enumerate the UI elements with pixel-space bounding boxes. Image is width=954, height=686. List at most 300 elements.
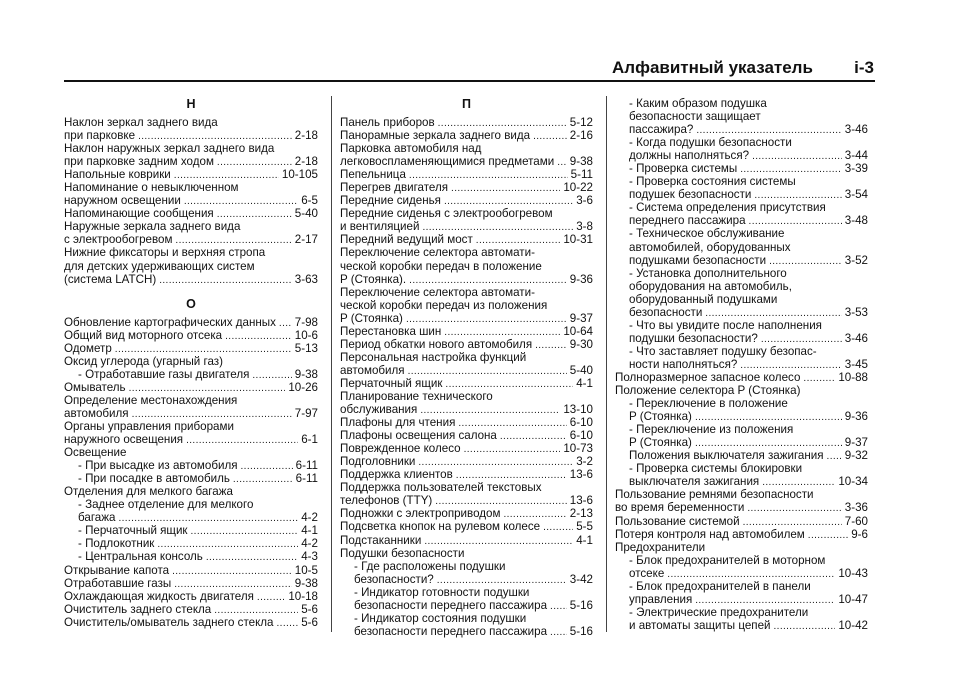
index-list-p	[340, 116, 593, 638]
index-entry-term: Перегрев двигателя	[340, 181, 449, 195]
dot-leader	[743, 515, 842, 528]
index-entry-page: 9-38	[294, 576, 318, 590]
dot-leader	[252, 368, 291, 381]
dot-leader	[129, 381, 286, 394]
index-entry	[64, 207, 318, 220]
dot-leader	[451, 181, 560, 194]
index-entry	[615, 515, 868, 528]
index-entry	[615, 306, 868, 319]
dot-leader	[132, 407, 292, 420]
index-entry	[64, 129, 318, 142]
index-entry	[64, 616, 318, 629]
dot-leader	[257, 590, 285, 603]
index-line: - Проверка состояния системы	[629, 175, 796, 189]
index-line: оборудованный подушками	[629, 292, 778, 306]
index-entry-term: - При посадке в автомобиль	[78, 472, 230, 486]
index-entry-page: 9-6	[851, 527, 868, 541]
index-entry-page: 2-17	[294, 233, 318, 247]
index-entry	[64, 459, 318, 472]
index-entry-term: - Центральная консоль	[78, 550, 203, 564]
index-entry-term: Общий вид моторного отсека	[64, 328, 223, 342]
index-entry-page: 10-34	[838, 475, 868, 489]
index-entry-page: 3-48	[844, 214, 868, 228]
index-entry-page: 4-3	[301, 550, 318, 564]
index-entry	[340, 429, 593, 442]
index-entry	[64, 316, 318, 329]
index-entry	[64, 381, 318, 394]
index-entry-page: 10-73	[563, 442, 593, 456]
index-entry	[340, 625, 593, 638]
index-entry-term: телефонов (TTY)	[340, 494, 433, 508]
index-entry	[615, 436, 868, 449]
index-entry-page: 3-46	[844, 123, 868, 137]
index-entry	[340, 573, 593, 586]
index-line: Наружные зеркала заднего вида	[64, 220, 241, 234]
index-entry-term: Охлаждающая жидкость двигателя	[64, 589, 254, 603]
index-line: Переключение селектора автомати-	[340, 285, 535, 299]
index-entry-page: 4-1	[576, 376, 593, 390]
index-entry	[64, 472, 318, 485]
index-entry-term: безопасности	[629, 305, 703, 319]
index-entry-page: 6-10	[569, 429, 593, 443]
index-entry-term: - Подлокотник	[78, 537, 155, 551]
index-line: - Техническое обслуживание	[629, 227, 785, 241]
index-entry-term: переднего пассажира	[629, 214, 746, 228]
index-line: - Переключение из положения	[629, 423, 794, 437]
dot-leader	[277, 616, 299, 629]
index-entry	[64, 524, 318, 537]
index-line: - Установка дополнительного	[629, 266, 787, 280]
index-entry-term: P (Стоянка)	[340, 311, 403, 325]
index-entry-term: безопасности переднего пассажира	[354, 624, 548, 638]
index-line: Напоминание о невыключенном	[64, 181, 239, 195]
index-entry-page: 10-22	[563, 181, 593, 195]
index-entry-term: Положения выключателя зажигания	[629, 449, 824, 463]
column-divider	[606, 96, 607, 632]
index-entry-term: Подсветка кнопок на рулевом колесе	[340, 520, 541, 534]
index-line: безопасности защищает	[629, 110, 761, 124]
index-line: Подушки безопасности	[340, 546, 465, 560]
index-entry-page: 3-52	[844, 253, 868, 267]
index-entry-term: наружного освещения	[64, 433, 184, 447]
index-entry	[615, 371, 868, 384]
index-entry	[340, 325, 593, 338]
index-entry-term: с электрообогревом	[64, 233, 173, 247]
index-line: Наклон наружных зеркал заднего вида	[64, 142, 275, 156]
index-entry	[615, 619, 868, 632]
index-entry-page: 10-6	[294, 328, 318, 342]
dot-leader	[408, 364, 567, 377]
index-entry	[64, 550, 318, 563]
index-entry-term: отсеке	[629, 566, 665, 580]
index-entry-page: 13-10	[563, 403, 593, 417]
index-entry	[340, 534, 593, 547]
index-entry-term: обслуживания	[340, 403, 418, 417]
index-entry	[64, 577, 318, 590]
index-entry-term: Омыватель	[64, 380, 126, 394]
index-entry	[615, 254, 868, 267]
index-entry-page: 3-8	[576, 220, 593, 234]
index-entry-page: 9-37	[844, 436, 868, 450]
index-entry-page: 5-40	[294, 207, 318, 221]
index-entry-term: багажа	[78, 511, 116, 525]
index-entry-term: пассажира?	[629, 123, 694, 137]
index-entry	[64, 194, 318, 207]
index-line: - Что заставляет подушку безопас-	[629, 344, 817, 358]
index-list-n	[64, 116, 318, 286]
index-entry	[340, 312, 593, 325]
dot-leader	[747, 501, 841, 514]
index-entry-term: Очиститель/омыватель заднего стекла	[64, 615, 274, 629]
index-entry-page: 4-2	[301, 537, 318, 551]
dot-leader	[774, 619, 836, 632]
dot-leader	[808, 528, 848, 541]
index-entry-term: легковоспламеняющимися предметами	[340, 155, 555, 169]
dot-leader	[458, 416, 566, 429]
index-entry-page: 7-98	[294, 315, 318, 329]
index-entry-term: должны наполняться?	[629, 149, 750, 163]
section-letter-p: П	[462, 97, 471, 111]
index-entry-term: Напоминающие сообщения	[64, 207, 214, 221]
index-entry	[340, 155, 593, 168]
index-entry	[340, 416, 593, 429]
index-line: оборудования на автомобиль,	[629, 279, 792, 293]
index-entry	[340, 442, 593, 455]
index-entry	[64, 511, 318, 524]
dot-leader	[241, 459, 293, 472]
dot-leader	[762, 475, 835, 488]
index-entry-page: 5-16	[569, 598, 593, 612]
index-entry	[340, 181, 593, 194]
dot-leader	[533, 129, 567, 142]
index-entry	[64, 273, 318, 286]
dot-leader	[444, 194, 573, 207]
dot-leader	[184, 194, 298, 207]
index-entry-term: Очиститель заднего стекла	[64, 602, 212, 616]
index-line: - Что вы увидите после наполнения	[629, 318, 822, 332]
dot-leader	[550, 599, 567, 612]
index-line: Поддержка пользователей текстовых	[340, 481, 542, 495]
index-entry	[615, 188, 868, 201]
index-entry	[340, 520, 593, 533]
index-entry-term: Панель приборов	[340, 116, 435, 129]
index-entry-term: Подстаканники	[340, 533, 422, 547]
index-line: - Каким образом подушка	[629, 97, 767, 110]
index-entry-page: 3-45	[844, 357, 868, 371]
index-entry-term: во время беременности	[615, 501, 745, 515]
dot-leader	[695, 436, 842, 449]
dot-leader	[803, 371, 835, 384]
index-entry	[340, 403, 593, 416]
index-entry-page: 5-5	[576, 520, 593, 534]
dot-leader	[409, 273, 567, 286]
index-line: - Блок предохранителей в панели	[629, 579, 811, 593]
dot-leader	[740, 358, 841, 371]
index-entry-page: 6-11	[295, 459, 318, 473]
index-entry-page: 7-60	[844, 514, 868, 528]
index-entry-page: 10-47	[838, 592, 868, 606]
dot-leader	[535, 338, 567, 351]
index-entry	[64, 329, 318, 342]
index-entry-term: Пепельница	[340, 168, 406, 182]
index-entry	[340, 116, 593, 129]
dot-leader	[827, 449, 842, 462]
index-entry-term: Подножки с электроприводом	[340, 507, 501, 521]
index-entry-page: 6-10	[569, 416, 593, 430]
dot-leader	[749, 214, 842, 227]
index-line: Отделения для мелкого багажа	[64, 485, 233, 499]
dot-leader	[406, 312, 567, 325]
index-entry	[615, 567, 868, 580]
index-entry	[615, 528, 868, 541]
index-entry	[64, 603, 318, 616]
index-entry-term: подушками безопасности	[629, 253, 767, 267]
index-entry	[340, 194, 593, 207]
dot-leader	[157, 537, 298, 550]
index-entry-term: Отработавшие газы	[64, 576, 172, 590]
index-line: Положение селектора P (Стоянка)	[615, 384, 801, 398]
index-entry-page: 9-37	[569, 311, 593, 325]
index-line: Освещение	[64, 446, 127, 460]
index-entry	[64, 590, 318, 603]
index-entry-term: Плафоны для чтения	[340, 416, 456, 430]
index-entry	[340, 338, 593, 351]
index-entry-page: 5-6	[301, 602, 318, 616]
index-line: Переключение селектора автомати-	[340, 246, 535, 260]
index-entry	[64, 564, 318, 577]
index-entry-page: 2-18	[294, 129, 318, 143]
index-entry	[64, 537, 318, 550]
index-entry-term: управления	[629, 592, 693, 606]
index-entry-page: 10-88	[838, 370, 868, 384]
index-entry-page: 5-11	[570, 168, 593, 182]
index-entry-page: 9-38	[294, 367, 318, 381]
dot-leader	[214, 603, 298, 616]
index-entry-page: 3-54	[844, 188, 868, 202]
dot-leader	[476, 233, 561, 246]
dot-leader	[174, 168, 279, 181]
index-entry	[64, 168, 318, 181]
dot-leader	[667, 567, 835, 580]
index-entry	[340, 377, 593, 390]
dot-leader	[138, 129, 292, 142]
index-entry-term: выключателя зажигания	[629, 475, 760, 489]
dot-leader	[752, 149, 842, 162]
dot-leader	[175, 233, 291, 246]
index-entry-term: Панорамные зеркала заднего вида	[340, 129, 531, 143]
index-entry-term: Потеря контроля над автомобилем	[615, 527, 805, 541]
section-letter-n: Н	[186, 97, 196, 111]
page-title: Алфавитный указатель	[612, 58, 813, 77]
index-line: Органы управления приборами	[64, 419, 234, 433]
index-entry-term: и автоматы защиты цепей	[629, 618, 771, 632]
index-entry-page: 10-26	[288, 380, 318, 394]
index-line: ческой коробки передач в положение	[340, 259, 542, 273]
index-line: - Когда подушки безопасности	[629, 136, 792, 150]
index-entry-page: 6-11	[295, 472, 318, 486]
dot-leader	[186, 433, 298, 446]
index-entry-page: 10-42	[838, 618, 868, 632]
index-entry-term: подушек безопасности	[629, 188, 752, 202]
index-entry-term: - Перчаточный ящик	[78, 524, 188, 538]
index-entry	[615, 449, 868, 462]
index-column-1	[64, 96, 318, 629]
dot-leader	[500, 429, 567, 442]
index-entry-term: автомобиля	[340, 363, 405, 377]
index-line: Персональная настройка функций	[340, 350, 527, 364]
index-entry-page: 2-16	[569, 129, 593, 143]
dot-leader	[754, 188, 841, 201]
index-line: Планирование технического	[340, 389, 493, 403]
dot-leader	[191, 524, 299, 537]
dot-leader	[422, 220, 573, 233]
index-entry	[64, 368, 318, 381]
index-line: - Индикатор готовности подушки	[354, 585, 530, 599]
dot-leader	[557, 155, 567, 168]
dot-leader	[172, 564, 292, 577]
index-entry-page: 5-16	[569, 624, 593, 638]
index-entry-page: 3-63	[294, 272, 318, 286]
index-entry-term: Полноразмерное запасное колесо	[615, 370, 801, 384]
index-line: Наклон зеркал заднего вида	[64, 116, 218, 129]
index-line: Нижние фиксаторы и верхняя стропа	[64, 246, 266, 260]
index-entry-page: 3-39	[844, 162, 868, 176]
dot-leader	[696, 123, 841, 136]
index-entry-page: 3-2	[576, 455, 593, 469]
index-entry-page: 3-42	[569, 572, 593, 586]
index-entry-term: P (Стоянка)	[629, 436, 692, 450]
index-entry-page: 9-38	[569, 155, 593, 169]
index-entry-term: Перчаточный ящик	[340, 376, 443, 390]
dot-leader	[217, 155, 292, 168]
index-entry-term: - При высадке из автомобиля	[78, 459, 238, 473]
index-entry-term: P (Стоянка).	[340, 272, 407, 286]
index-line: - Проверка системы блокировки	[629, 462, 803, 476]
dot-leader	[503, 507, 566, 520]
index-line: - Где расположены подушки	[354, 559, 506, 573]
index-entry	[615, 149, 868, 162]
index-entry-term: наружном освещении	[64, 194, 181, 208]
header-rule	[64, 80, 875, 82]
dot-leader	[118, 511, 298, 524]
index-entry-page: 2-13	[569, 507, 593, 521]
dot-leader	[695, 410, 842, 423]
index-entry-page: 13-6	[569, 494, 593, 508]
index-entry-term: - Проверка системы	[629, 162, 738, 176]
index-entry-page: 4-1	[301, 524, 318, 538]
index-entry	[64, 342, 318, 355]
index-line: - Блок предохранителей в моторном	[629, 553, 826, 567]
index-entry-term: Поврежденное колесо	[340, 442, 461, 456]
index-line: Парковка автомобиля над	[340, 142, 482, 156]
index-entry-term: Плафоны освещения салона	[340, 429, 497, 443]
index-entry-term: Поддержка клиентов	[340, 468, 453, 482]
index-line: Предохранители	[615, 540, 706, 554]
index-entry-page: 10-43	[838, 566, 868, 580]
dot-leader	[435, 494, 566, 507]
index-entry-term: P (Стоянка)	[629, 410, 692, 424]
dot-leader	[437, 573, 567, 586]
dot-leader	[115, 342, 292, 355]
index-entry-page: 9-30	[569, 337, 593, 351]
index-entry	[64, 433, 318, 446]
dot-leader	[159, 273, 292, 286]
index-entry-page: 3-53	[844, 305, 868, 319]
index-line: - Переключение в положение	[629, 397, 788, 411]
index-line: - Заднее отделение для мелкого	[78, 498, 254, 512]
dot-leader	[174, 577, 292, 590]
index-entry	[340, 168, 593, 181]
index-entry-term: Обновление картографических данных	[64, 315, 276, 329]
dot-leader	[445, 377, 573, 390]
index-entry-page: 5-12	[569, 116, 593, 129]
page-header	[612, 58, 874, 80]
dot-leader	[550, 625, 567, 638]
index-line: - Система определения присутствия	[629, 201, 826, 215]
index-entry	[340, 494, 593, 507]
dot-leader	[438, 116, 567, 129]
index-entry-term: ности наполняться?	[629, 357, 738, 371]
dot-leader	[444, 325, 560, 338]
index-entry-page: 3-6	[576, 194, 593, 208]
index-line: Передние сиденья с электрообогревом	[340, 207, 553, 221]
index-entry-page: 9-36	[844, 410, 868, 424]
index-entry-term: подушки безопасности?	[629, 331, 758, 345]
index-entry-term: Пользование системой	[615, 514, 740, 528]
index-entry-page: 4-1	[576, 533, 593, 547]
index-entry-term: автомобиля	[64, 406, 129, 420]
index-entry-term: Открывание капота	[64, 563, 170, 577]
index-entry	[615, 475, 868, 488]
dot-leader	[464, 442, 561, 455]
index-entry-page: 9-32	[844, 449, 868, 463]
column-divider	[331, 96, 332, 632]
index-entry-page: 7-97	[294, 406, 318, 420]
index-entry-page: 5-40	[569, 363, 593, 377]
index-entry-term: (система LATCH)	[64, 272, 157, 286]
index-entry-term: Период обкатки нового автомобиля	[340, 337, 533, 351]
index-entry-page: 2-18	[294, 155, 318, 169]
index-entry	[615, 123, 868, 136]
dot-leader	[543, 520, 573, 533]
index-entry	[615, 501, 868, 514]
index-entry-page: 3-36	[844, 501, 868, 515]
index-line: Пользование ремнями безопасности	[615, 488, 814, 502]
index-line: - Электрические предохранители	[629, 605, 809, 619]
dot-leader	[424, 534, 573, 547]
index-entry	[340, 233, 593, 246]
index-entry-term: Одометр	[64, 341, 112, 355]
index-entry	[615, 593, 868, 606]
index-line: - Индикатор состояния подушки	[354, 611, 527, 625]
index-entry	[340, 220, 593, 233]
index-entry-page: 6-5	[301, 194, 318, 208]
index-entry	[615, 410, 868, 423]
index-entry	[615, 162, 868, 175]
dot-leader	[206, 550, 298, 563]
index-list-o	[64, 316, 318, 629]
index-entry-page: 10-5	[294, 563, 318, 577]
index-entry-term: - Отработавшие газы двигателя	[78, 367, 250, 381]
dot-leader	[740, 162, 842, 175]
dot-leader	[695, 593, 835, 606]
index-entry	[615, 358, 868, 371]
index-entry-term: Напольные коврики	[64, 168, 171, 182]
index-entry-term: Передние сиденья	[340, 194, 441, 208]
index-entry	[340, 364, 593, 377]
index-entry-page: 6-1	[301, 433, 318, 447]
index-entry	[340, 273, 593, 286]
